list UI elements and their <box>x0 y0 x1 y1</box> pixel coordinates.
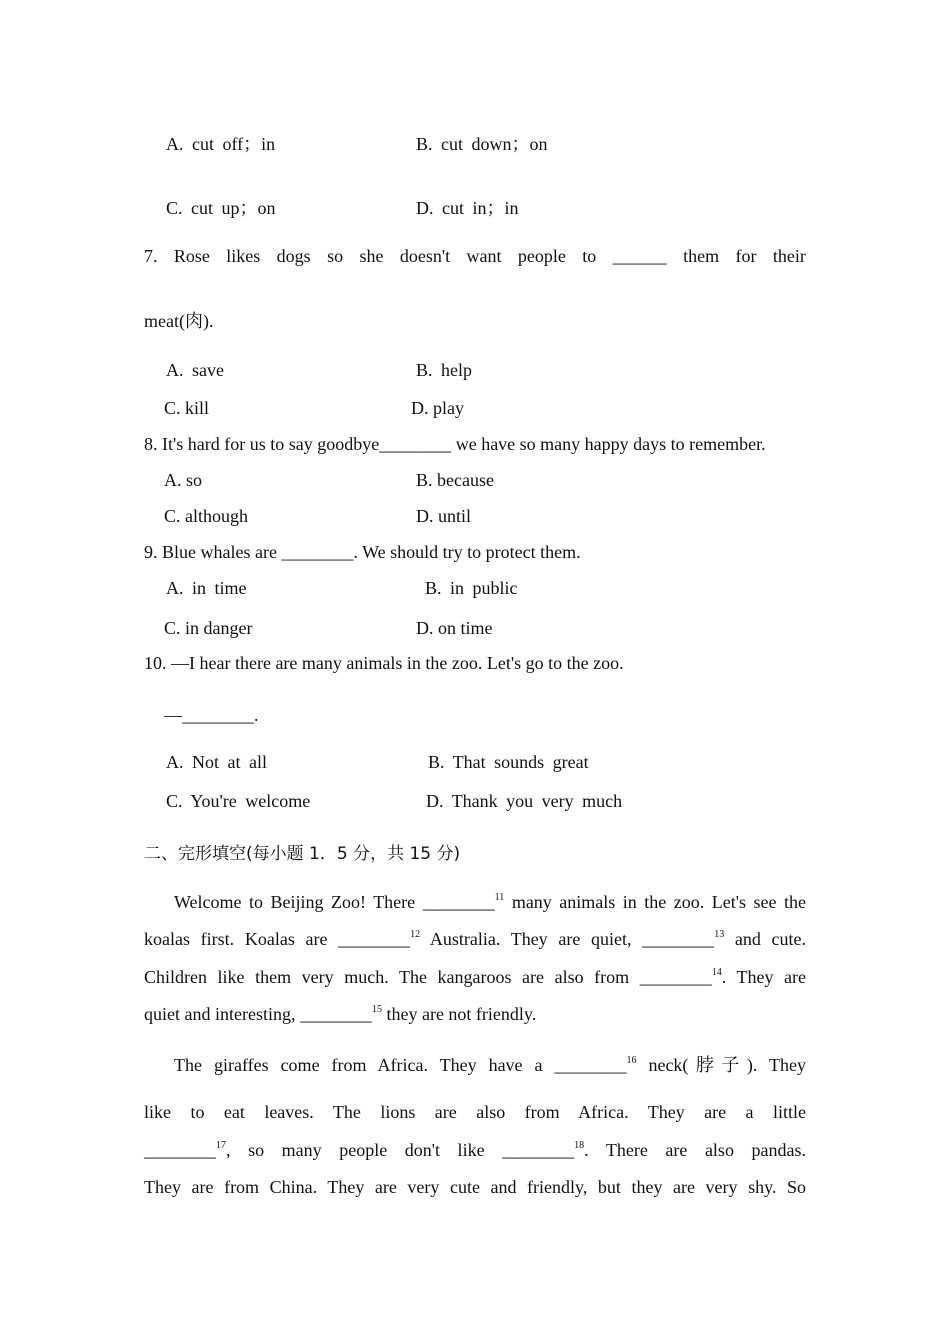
q7-word: their <box>772 246 806 266</box>
blank-number-18: 18 <box>574 1140 585 1151</box>
q7-option-d: D. play <box>411 398 464 418</box>
q10-option-a: A. Not at all <box>166 752 267 772</box>
q7-word: to <box>582 246 597 266</box>
q7-word: them <box>683 246 720 266</box>
q7-stem-line2: meat(肉). <box>144 311 214 331</box>
q7-word: dogs <box>276 246 311 266</box>
q9-option-c: C. in danger <box>164 618 253 638</box>
blank-number-17: 17 <box>216 1140 226 1151</box>
q9-stem: 9. Blue whales are ________. We should try to protect them. <box>144 542 581 562</box>
q7-option-a: A. save <box>166 360 224 380</box>
q7-word: 7. <box>144 246 158 266</box>
q7-word: doesn't <box>399 246 451 266</box>
q7-word: so <box>327 246 344 266</box>
q6-option-c: C. cut up；on <box>166 198 276 218</box>
passage-p2-line4: They are from China. They are very cute and friendly, but they are very shy. So <box>144 1177 806 1197</box>
q7-word: Rose <box>173 246 210 266</box>
q9-option-b: B. in public <box>425 578 518 598</box>
q7-word: people <box>517 246 566 266</box>
passage-p2-line3: ________$^{17}$, so many people don't like ________$^{18}$. There are also pandas. <box>144 1140 806 1160</box>
passage-p1-line4: quiet and interesting, ________$^{15}$ they are not friendly. <box>144 1004 537 1024</box>
q8-option-b: B. because <box>416 470 494 490</box>
blank-number-14: 14 <box>711 967 722 978</box>
q7-word: likes <box>226 246 261 266</box>
blank-number-13: 13 <box>714 929 725 940</box>
passage-p1-line2: koalas first. Koalas are ________$^{12}$ Australia. They are quiet, ________$^{13}$ and cute. <box>144 929 807 949</box>
q8-option-a: A. so <box>164 470 203 490</box>
q7-word: want <box>466 246 502 266</box>
q7-option-c: C. kill <box>164 398 210 418</box>
q6-option-a: A. cut off；in <box>166 134 276 154</box>
q9-option-d: D. on time <box>416 618 493 638</box>
passage-p1-line1: Welcome to Beijing Zoo! There ________$^{11}$ many animals in the zoo. Let's see the <box>174 892 806 912</box>
q10-stem: 10. —I hear there are many animals in the zoo. Let's go to the zoo. <box>144 653 624 673</box>
blank-number-12: 12 <box>410 929 421 940</box>
q8-option-c: C. although <box>164 506 248 526</box>
q9-option-a: A. in time <box>166 578 247 598</box>
q6-option-b: B. cut down；on <box>416 134 548 154</box>
passage-p2-line1: The giraffes come from Africa. They have a ________$^{16}$ neck(脖子). They <box>174 1055 806 1075</box>
q7-word: for <box>735 246 757 266</box>
q7-stem-line1 <box>144 245 806 267</box>
q8-option-d: D. until <box>416 506 472 526</box>
blank-number-11: 11 <box>494 892 505 903</box>
blank-number-16: 16 <box>626 1055 637 1066</box>
q7-word: she <box>359 246 384 266</box>
q7-option-b: B. help <box>416 360 472 380</box>
q10-option-d: D. Thank you very much <box>426 791 623 811</box>
section-heading: 二、完形填空(每小题 1．5 分，共 15 分) <box>144 844 461 864</box>
q6-option-d: D. cut in；in <box>416 198 519 218</box>
q7-word: ______ <box>612 246 667 266</box>
q10-reply-blank: —________. <box>164 705 259 725</box>
blank-number-15: 15 <box>371 1004 382 1015</box>
q8-stem: 8. It's hard for us to say goodbye________ we have so many happy days to remember. <box>144 434 766 454</box>
q10-option-b: B. That sounds great <box>428 752 589 772</box>
passage-p1-line3: Children like them very much. The kangaroos are also from ________$^{14}$. They are <box>144 967 806 987</box>
q10-option-c: C. You're welcome <box>166 791 311 811</box>
passage-p2-line2: like to eat leaves. The lions are also from Africa. They are a little <box>144 1102 806 1122</box>
